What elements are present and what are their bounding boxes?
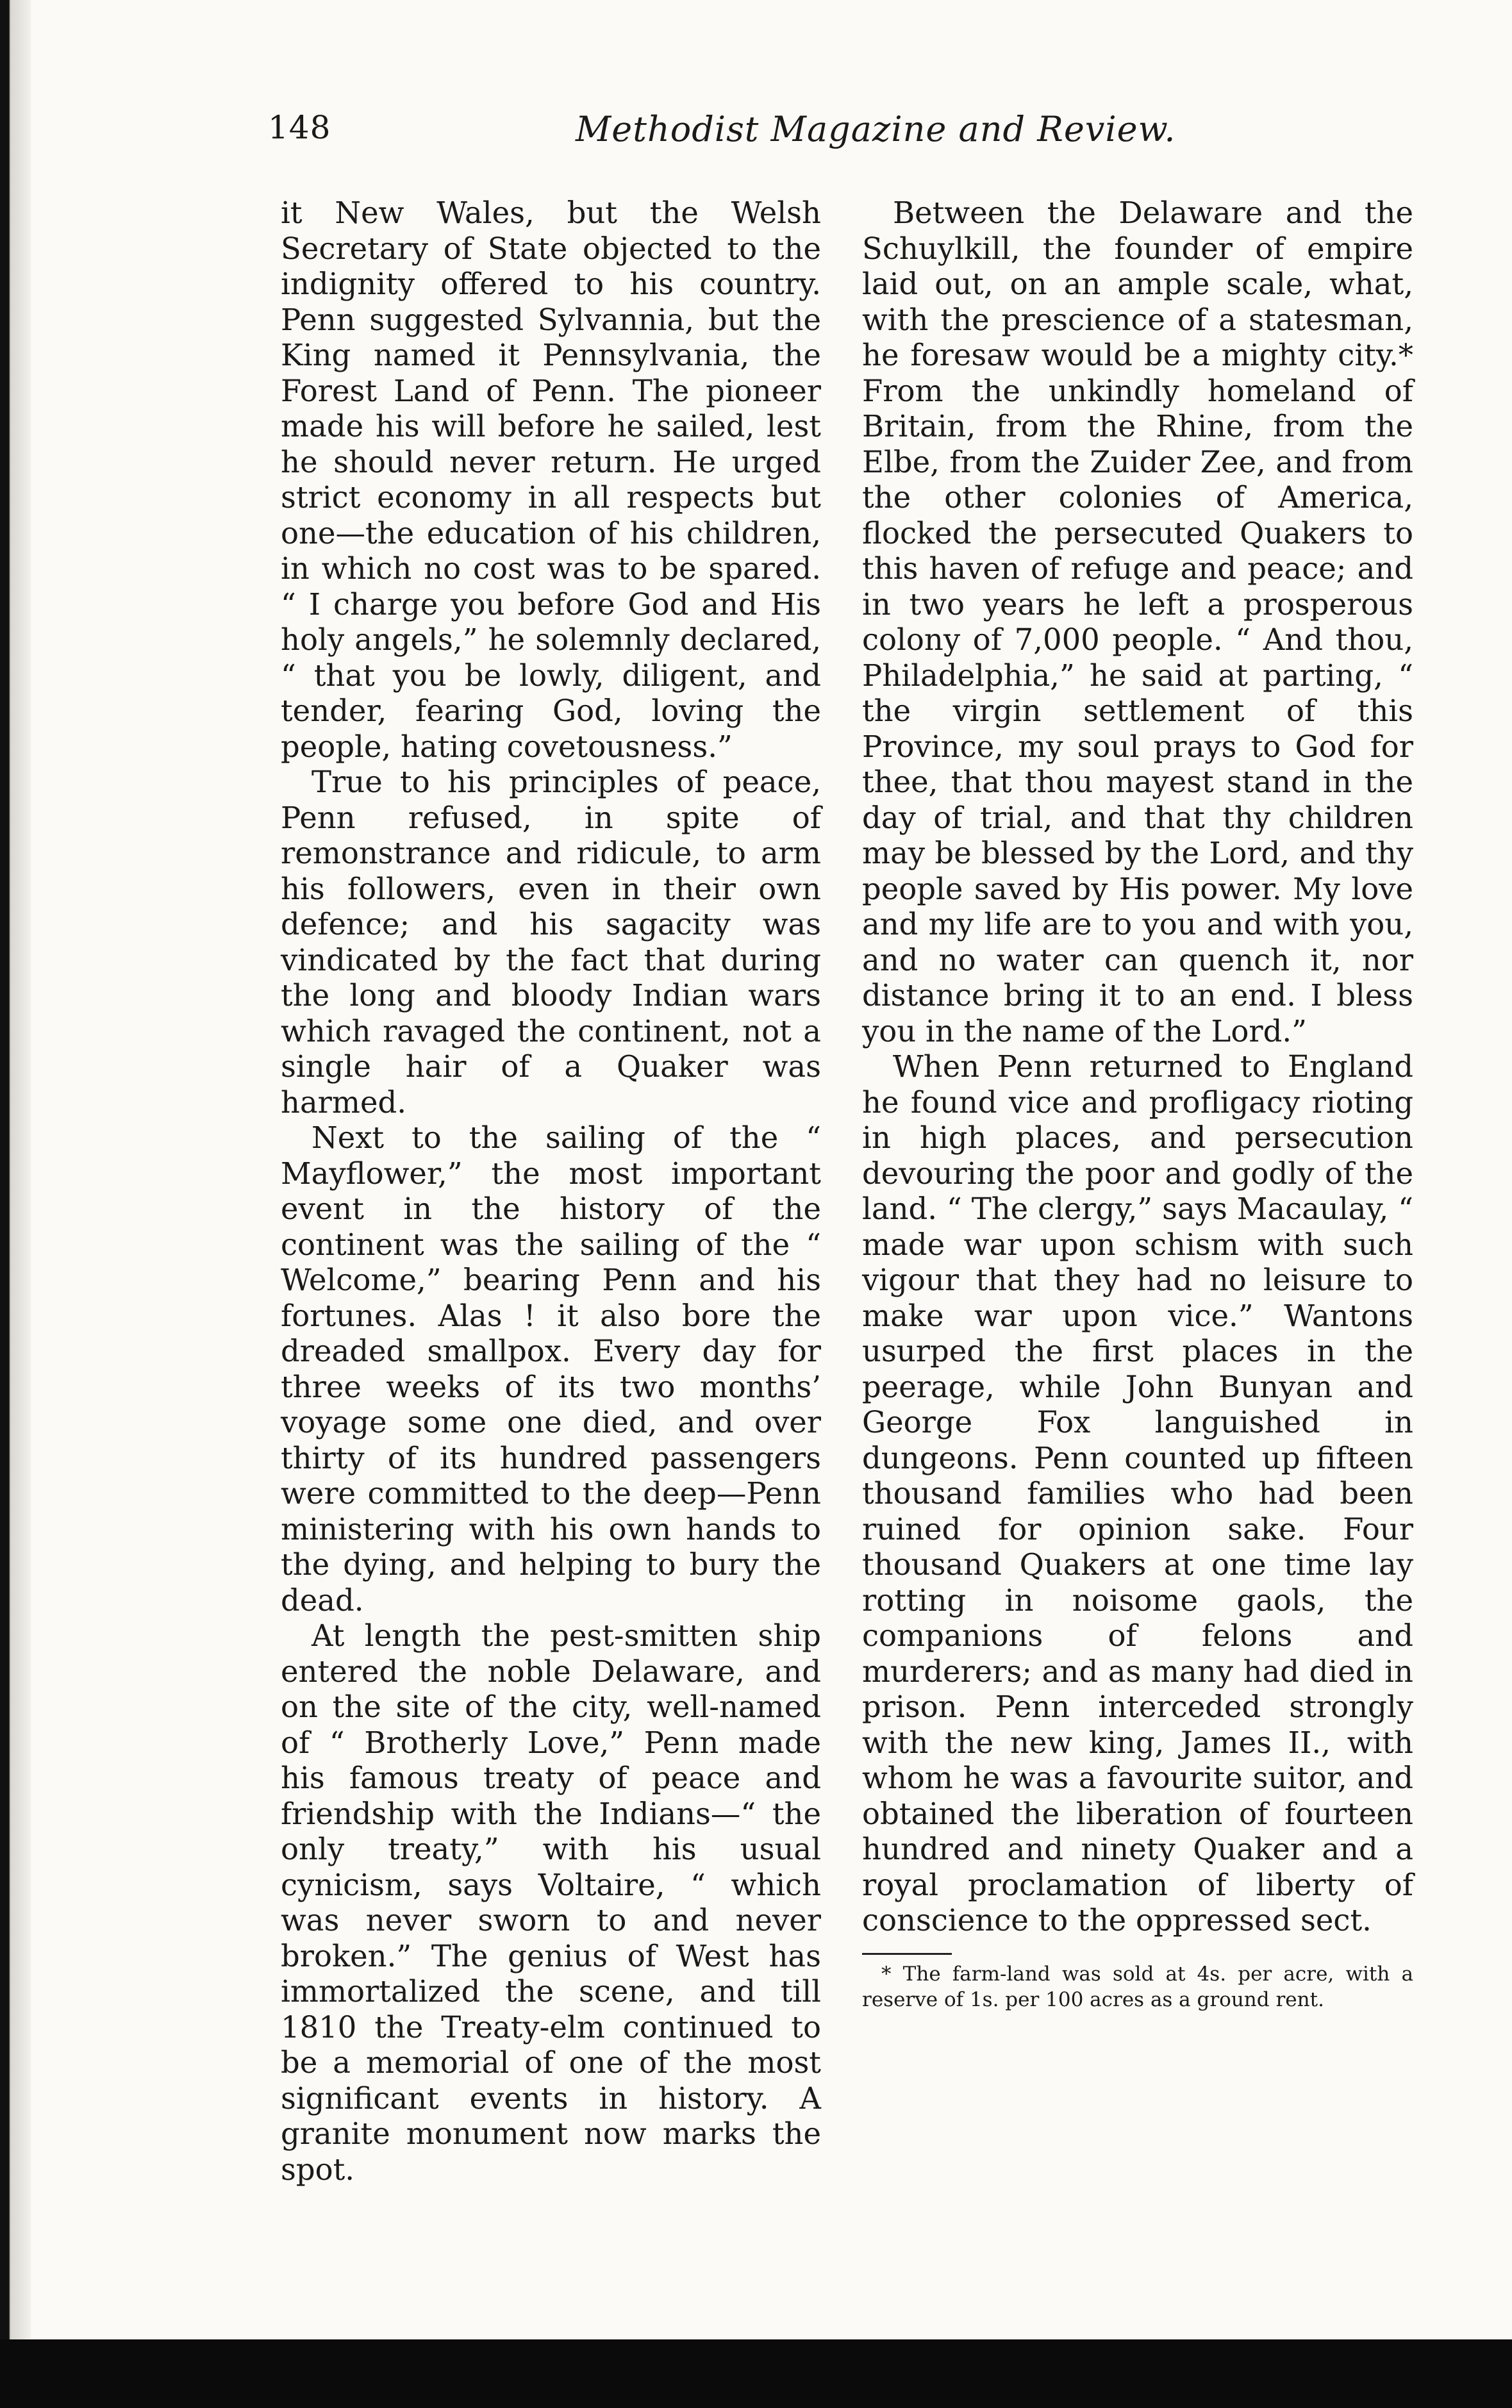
- paragraph: When Penn returned to England he found vice and profligacy rioting in high places, and persecution devouring the poor and godly of the land. “ The clergy,” says Macaulay, “ made war upon schism with such vigour that they had no leisure to make war upon vice.” Wantons usurped the first places in the peerage, while John Bunyan and George Fox languished in dungeons. Penn counted up fifteen thousand families who had been ruined for opinion sake. Four thousand Quakers at one time lay rotting in noisome gaols, the companions of felons and murderers; and as many had died in prison. Penn interceded strongly with the new king, James II., with whom he was a favourite suitor, and obtained the liberation of fourteen hundred and ninety Quaker and a royal proclamation of liberty of conscience to the oppressed sect.: [862, 1049, 1413, 1938]
- footnote-rule: [862, 1953, 952, 1955]
- left-column: [281, 195, 821, 2188]
- page-number: 148: [268, 109, 331, 146]
- paragraph: True to his principles of peace, Penn refused, in spite of remonstrance and ridicule, to arm his followers, even in their own defence; and his sagacity was vindicated by the fact that during the long and bloody Indian wars which ravaged the continent, not a single hair of a Quaker was harmed.: [281, 765, 821, 1120]
- binding-edge: [0, 0, 31, 2408]
- journal-title: Methodist Magazine and Review.: [576, 109, 1176, 149]
- paragraph: Next to the sailing of the “ Mayflower,” the most important event in the history of the continent was the sailing of the “ Welcome,” bearing Penn and his fortunes. Alas ! it also bore the dreaded smallpox. Every day for three weeks of its two months’ voyage some one died, and over thirty of its hundred passengers were committed to the deep—Penn ministering with his own hands to the dying, and helping to bury the dead.: [281, 1120, 821, 1618]
- running-head: [268, 109, 1217, 160]
- scan-band: [0, 2339, 1512, 2408]
- paragraph: At length the pest-smitten ship entered the noble Delaware, and on the site of the city, well-named of “ Brotherly Love,” Penn made his famous treaty of peace and friendship with the Indians—“ the only treaty,” with his usual cynicism, says Voltaire, “ which was never sworn to and never broken.” The genius of West has immortalized the scene, and till 1810 the Treaty-elm continued to be a memorial of one of the most significant events in history. A granite monument now marks the spot.: [281, 1618, 821, 2187]
- footnote: * The farm-land was sold at 4s. per acre, with a reserve of 1s. per 100 acres as a ground rent.: [862, 1962, 1413, 2011]
- paragraph: it New Wales, but the Welsh Secretary of State objected to the indignity offered to his country. Penn suggested Sylvannia, but the King named it Pennsylvania, the Forest Land of Penn. The pioneer made his will before he sailed, lest he should never return. He urged strict economy in all respects but one—the education of his children, in which no cost was to be spared. “ I charge you before God and His holy angels,” he solemnly declared, “ that you be lowly, diligent, and tender, fearing God, loving the people, hating covetousness.”: [281, 195, 821, 764]
- paragraph: Between the Delaware and the Schuylkill, the founder of empire laid out, on an ample scale, what, with the prescience of a statesman, he foresaw would be a mighty city.* From the unkindly homeland of Britain, from the Rhine, from the Elbe, from the Zuider Zee, and from the other colonies of America, flocked the persecuted Quakers to this haven of refuge and peace; and in two years he left a prosperous colony of 7,000 people. “ And thou, Philadelphia,” he said at parting, “ the virgin settlement of this Province, my soul prays to God for thee, that thou mayest stand in the day of trial, and that thy children may be blessed by the Lord, and thy people saved by His power. My love and my life are to you and with you, and no water can quench it, nor distance bring it to an end. I bless you in the name of the Lord.”: [862, 195, 1413, 1049]
- right-column: [862, 195, 1413, 2013]
